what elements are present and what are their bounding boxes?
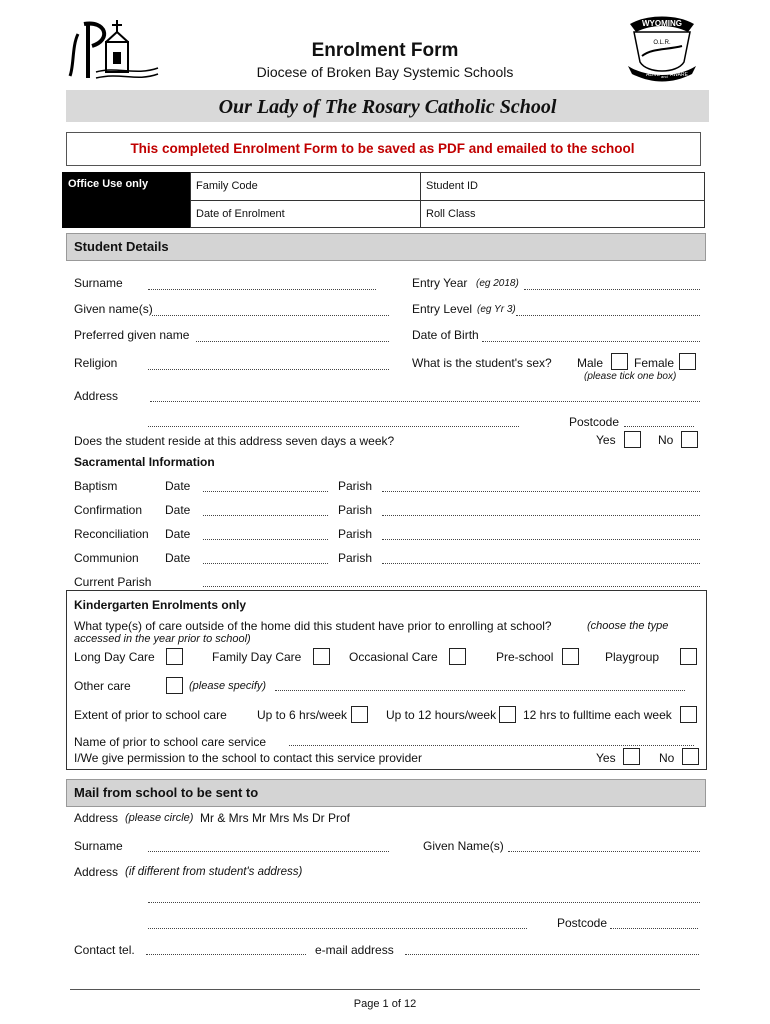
communion-parish-label: Parish: [338, 551, 373, 565]
communion-date-label: Date: [165, 551, 191, 565]
long-day-label: Long Day Care: [74, 650, 155, 664]
sacrament-reconciliation: Reconciliation: [74, 527, 149, 541]
entry-level-input[interactable]: [516, 315, 700, 316]
communion-date-input[interactable]: [203, 563, 328, 564]
family-day-label: Family Day Care: [212, 650, 302, 664]
roll-class-label: Roll Class: [426, 208, 476, 220]
address-label: Address: [74, 389, 119, 403]
contact-tel-input[interactable]: [146, 954, 306, 955]
reside-no-label: No: [658, 433, 674, 447]
circle-note: (please circle): [125, 812, 194, 824]
sacrament-confirmation: Confirmation: [74, 503, 143, 517]
mail-heading: Mail from school to be sent to: [74, 785, 259, 800]
school-name: Our Lady of The Rosary Catholic School: [218, 96, 557, 118]
postcode-input[interactable]: [624, 426, 694, 427]
mail-surname-input[interactable]: [148, 851, 389, 852]
page-number: Page 1 of 12: [353, 998, 417, 1010]
religion-input[interactable]: [148, 369, 389, 370]
reconciliation-date-input[interactable]: [203, 539, 328, 540]
entry-year-input[interactable]: [524, 289, 700, 290]
dob-input[interactable]: [482, 341, 700, 342]
service-name-label: Name of prior to school care service: [74, 735, 267, 749]
preferred-name-input[interactable]: [196, 341, 389, 342]
baptism-date-label: Date: [165, 479, 191, 493]
email-input[interactable]: [405, 954, 699, 955]
address-input-line2[interactable]: [148, 426, 519, 427]
office-divider-v: [420, 172, 421, 228]
confirmation-parish-label: Parish: [338, 503, 373, 517]
notice-text: This completed Enrolment Form to be saved as PDF and emailed to the school: [130, 141, 635, 156]
student-details-heading: Student Details: [74, 239, 169, 254]
family-code-label: Family Code: [196, 180, 258, 192]
current-parish-label: Current Parish: [74, 575, 152, 589]
confirmation-date-input[interactable]: [203, 515, 328, 516]
other-care-input[interactable]: [275, 690, 685, 691]
address-input-line1[interactable]: [150, 401, 700, 402]
baptism-parish-input[interactable]: [382, 491, 700, 492]
crest-motto-right: AWARE: [670, 72, 688, 78]
entry-level-example: (eg Yr 3): [477, 304, 516, 315]
crest-banner-text: WYOMING: [642, 19, 682, 28]
family-day-checkbox[interactable]: [313, 648, 330, 665]
school-crest: [622, 12, 702, 84]
preschool-label: Pre-school: [496, 650, 554, 664]
student-id-label: Student ID: [426, 180, 478, 192]
male-checkbox[interactable]: [611, 353, 628, 370]
male-label: Male: [577, 356, 604, 370]
permission-yes-checkbox[interactable]: [623, 748, 640, 765]
mail-postcode-label: Postcode: [557, 916, 608, 930]
office-divider-h: [190, 200, 705, 201]
reside-no-checkbox[interactable]: [681, 431, 698, 448]
mail-given-label: Given Name(s): [423, 839, 504, 853]
kinder-question-note-b: accessed in the year prior to school): [74, 633, 251, 645]
confirmation-date-label: Date: [165, 503, 191, 517]
kinder-question: What type(s) of care outside of the home did this student have prior to enrolling at school?: [74, 619, 552, 633]
long-day-checkbox[interactable]: [166, 648, 183, 665]
mail-given-input[interactable]: [508, 851, 700, 852]
tick-note: (please tick one box): [584, 371, 677, 382]
reside-question: Does the student reside at this address seven days a week?: [74, 434, 395, 448]
preferred-name-label: Preferred given name: [74, 328, 190, 342]
kinder-heading: Kindergarten Enrolments only: [74, 598, 247, 612]
kinder-question-note-a: (choose the type: [587, 620, 669, 632]
fulltime-label: 12 hrs to fulltime each week: [523, 708, 672, 722]
up12-label: Up to 12 hours/week: [386, 708, 497, 722]
permission-yes-label: Yes: [596, 751, 616, 765]
reside-yes-checkbox[interactable]: [624, 431, 641, 448]
given-names-input[interactable]: [152, 315, 389, 316]
office-use-label: Office Use only: [68, 178, 149, 190]
entry-year-label: Entry Year: [412, 276, 468, 290]
permission-label: I/We give permission to the school to contact this service provider: [74, 751, 422, 765]
service-name-input[interactable]: [289, 745, 694, 746]
entry-level-label: Entry Level: [412, 302, 473, 316]
postcode-label: Postcode: [569, 415, 620, 429]
up6-checkbox[interactable]: [351, 706, 368, 723]
occasional-checkbox[interactable]: [449, 648, 466, 665]
entry-year-example: (eg 2018): [476, 278, 519, 289]
contact-tel-label: Contact tel.: [74, 943, 135, 957]
date-enrolment-label: Date of Enrolment: [196, 208, 285, 220]
other-care-checkbox[interactable]: [166, 677, 183, 694]
dob-label: Date of Birth: [412, 328, 479, 342]
religion-label: Religion: [74, 356, 118, 370]
title-options[interactable]: Mr & Mrs Mr Mrs Ms Dr Prof: [200, 811, 350, 825]
baptism-parish-label: Parish: [338, 479, 373, 493]
preschool-checkbox[interactable]: [562, 648, 579, 665]
surname-input[interactable]: [148, 289, 376, 290]
mail-surname-label: Surname: [74, 839, 123, 853]
permission-no-label: No: [659, 751, 675, 765]
form-subtitle: Diocese of Broken Bay Systemic Schools: [256, 64, 514, 80]
baptism-date-input[interactable]: [203, 491, 328, 492]
mail-address-diff-label: Address: [74, 865, 119, 879]
crest-motto-left: ALIVE: [646, 72, 661, 78]
reside-yes-label: Yes: [596, 433, 616, 447]
confirmation-parish-input[interactable]: [382, 515, 700, 516]
female-checkbox[interactable]: [679, 353, 696, 370]
reconciliation-parish-input[interactable]: [382, 539, 700, 540]
sex-question: What is the student's sex?: [412, 356, 552, 370]
given-names-label: Given name(s): [74, 302, 153, 316]
up6-label: Up to 6 hrs/week: [257, 708, 348, 722]
surname-label: Surname: [74, 276, 123, 290]
reconciliation-date-label: Date: [165, 527, 191, 541]
mail-address-input-line1[interactable]: [148, 902, 700, 903]
extent-label: Extent of prior to school care: [74, 708, 227, 722]
playgroup-checkbox[interactable]: [680, 648, 697, 665]
sacrament-baptism: Baptism: [74, 479, 118, 493]
address-diff-note: (if different from student's address): [125, 866, 303, 878]
sacramental-heading: Sacramental Information: [74, 455, 215, 469]
mail-address-input-line2[interactable]: [148, 928, 527, 929]
playgroup-label: Playgroup: [605, 650, 660, 664]
up12-checkbox[interactable]: [499, 706, 516, 723]
reconciliation-parish-label: Parish: [338, 527, 373, 541]
current-parish-input[interactable]: [203, 586, 700, 587]
crest-motto-join: and: [661, 74, 668, 79]
female-label: Female: [634, 356, 675, 370]
crest-initials: O.L.R.: [653, 40, 671, 46]
sacrament-communion: Communion: [74, 551, 139, 565]
email-label: e-mail address: [315, 943, 394, 957]
footer-rule: [70, 989, 700, 990]
specify-note: (please specify): [189, 680, 267, 692]
permission-no-checkbox[interactable]: [682, 748, 699, 765]
mail-postcode-input[interactable]: [610, 928, 698, 929]
occasional-label: Occasional Care: [349, 650, 438, 664]
fulltime-checkbox[interactable]: [680, 706, 697, 723]
mail-address-label: Address: [74, 811, 119, 825]
communion-parish-input[interactable]: [382, 563, 700, 564]
other-care-label: Other care: [74, 679, 131, 693]
form-title: Enrolment Form: [311, 40, 459, 61]
